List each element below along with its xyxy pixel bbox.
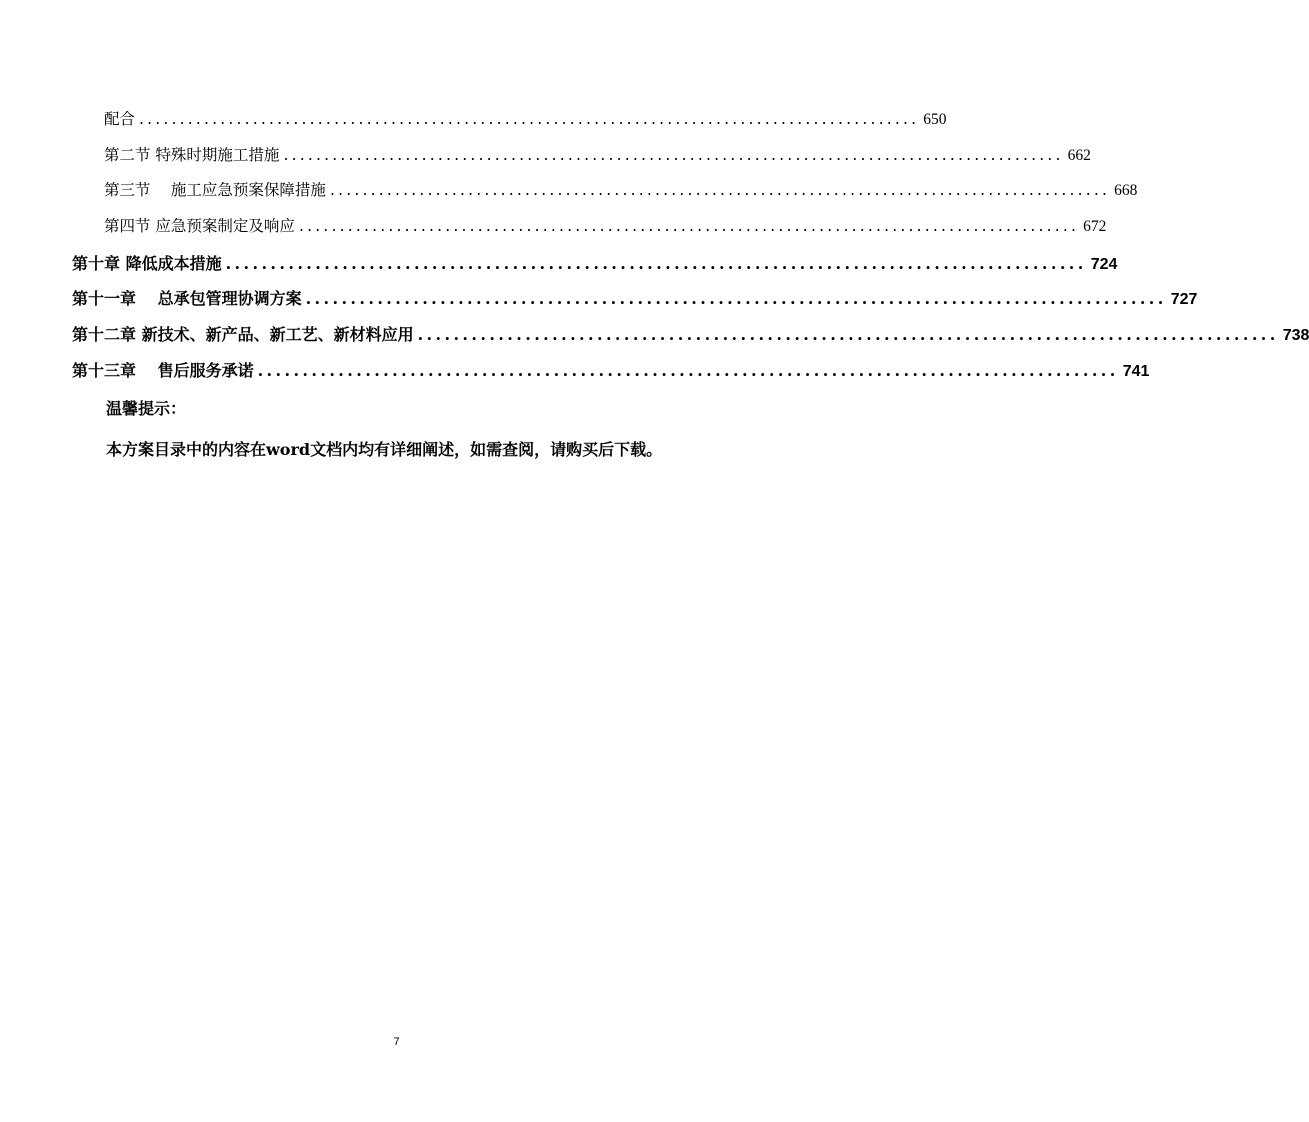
- toc-entry-title: 第十二章 新技术、新产品、新工艺、新材料应用: [72, 325, 414, 344]
- toc-entry-page: 724: [1090, 256, 1118, 273]
- toc-entry-page: 738: [1282, 327, 1309, 344]
- toc-entry-page: 662: [1067, 147, 1091, 164]
- toc-entry[interactable]: [104, 178, 1138, 204]
- toc-entry[interactable]: [72, 322, 1309, 348]
- toc-entry[interactable]: [104, 214, 1107, 240]
- notice-heading: 温馨提示：: [106, 399, 187, 418]
- toc-leader-dots: ................................................................................................: [329, 181, 1111, 199]
- toc-leader-dots: ................................................................................................: [225, 254, 1087, 273]
- toc-entry[interactable]: [72, 286, 1198, 312]
- toc-leader-dots: ................................................................................................: [305, 289, 1167, 308]
- toc-entry-title: 第十章 降低成本措施: [72, 254, 222, 273]
- toc-entry-title: 第十三章 售后服务承诺: [72, 361, 254, 380]
- toc-entry-title: 第十一章 总承包管理协调方案: [72, 289, 302, 308]
- toc-entry[interactable]: [72, 358, 1150, 384]
- notice-body: 本方案目录中的内容在word文档内均有详细阐述，如需查阅，请购买后下载。: [106, 440, 663, 459]
- toc-entry-page: 672: [1083, 218, 1107, 235]
- toc-entry-page: 650: [923, 111, 947, 128]
- toc-entry-title: 第三节 施工应急预案保障措施: [104, 181, 326, 199]
- toc-entry-title: 第四节 应急预案制定及响应: [104, 217, 295, 235]
- toc-entry-page: 668: [1114, 182, 1138, 199]
- toc-entry-title: 第二节 特殊时期施工措施: [104, 146, 280, 164]
- toc-entry-page: 727: [1170, 291, 1198, 308]
- toc-leader-dots: ................................................................................................: [257, 361, 1119, 380]
- toc-entry[interactable]: [104, 143, 1091, 169]
- toc-entry[interactable]: [72, 251, 1118, 277]
- toc-entry-page: 741: [1122, 363, 1150, 380]
- toc-leader-dots: ................................................................................................: [139, 110, 920, 128]
- toc-leader-dots: ................................................................................................: [283, 146, 1064, 164]
- page-number: 7: [393, 1036, 400, 1048]
- toc-leader-dots: ................................................................................................: [417, 325, 1279, 344]
- toc-leader-dots: ................................................................................................: [298, 217, 1080, 235]
- toc-entry-title: 配合: [104, 110, 136, 128]
- toc-entry[interactable]: [104, 107, 947, 133]
